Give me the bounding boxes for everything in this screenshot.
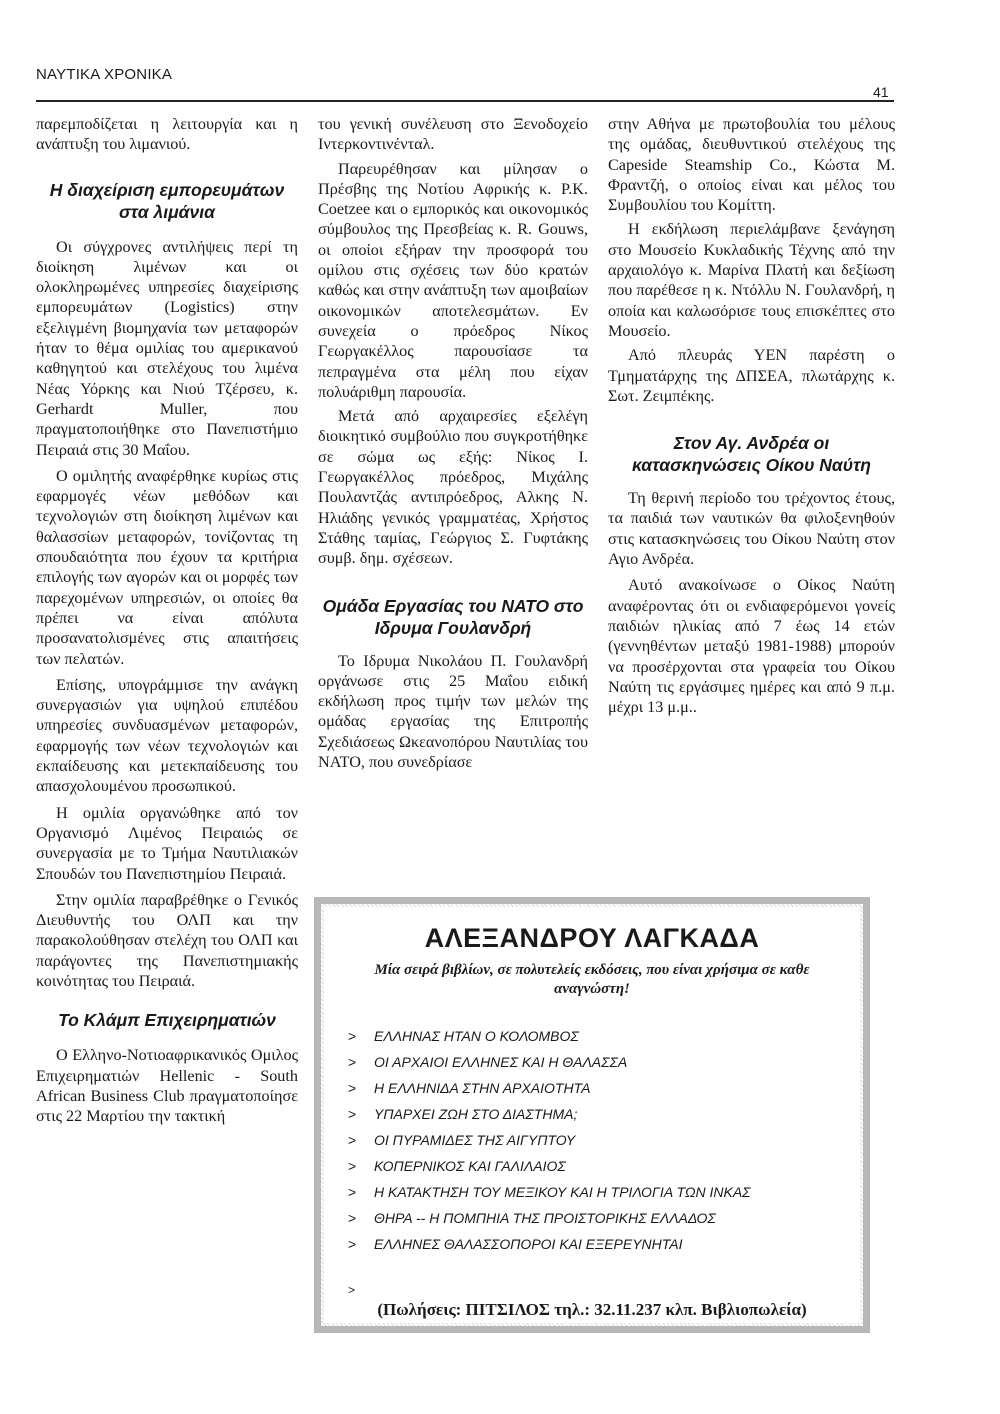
paragraph: Η εκδήλωση περιελάμβανε ξενάγηση στο Μουσείο Κυκλαδικής Τέχνης από την αρχαιολόγο κ. Μαρίνα Πλατή και δεξίωση που παρέθεσε η κ. Ντόλλυ Ν. Γουλανδρή, η οποία και καλωσόρισε τους επισκέπτες στο Μουσείο. [608, 220, 895, 340]
list-marker: > [348, 1080, 357, 1096]
column-2 [318, 114, 588, 772]
book-list-item [348, 1075, 751, 1101]
paragraph: Παρευρέθησαν και μίλησαν ο Πρέσβης της Νοτίου Αφρικής κ. P.K. Coetzee και ο εμπορικός και οικονομικός σύμβουλος της Πρεσβείας κ. R. Gouws, οι οποίοι εξήραν την προσφορά του ομίλου στις σχέσεις των δύο κρατών καθώς και στην ανάπτυξη των αμοιβαίων οικονομικών αποτελεσμάτων. Εν συνεχεία ο πρόεδρος Νίκος Γεωργακέλλος παρουσίασε τα πεπραγμένα στα μέλη που είχαν πολυάριθμη παρουσία. [318, 159, 588, 401]
book-list-item [348, 1231, 751, 1257]
paragraph: παρεμποδίζεται η λειτουργία και η ανάπτυξη του λιμανιού. [36, 115, 298, 154]
book-title: ΚΟΠΕΡΝΙΚΟΣ ΚΑΙ ΓΑΛΙΛΑΙΟΣ [374, 1158, 566, 1174]
paragraph: του γενική συνέλευση στο Ξενοδοχείο Ιντερκοντινένταλ. [318, 115, 588, 154]
paragraph: Αυτό ανακοίνωσε ο Οίκος Ναύτη αναφέροντας ότι οι ενδιαφερόμενοι γονείς παιδιών ηλικίας από 7 έως 14 ετών (γεννηθέντων μεταξύ 1981-1988) μπορούν να προσέρχονται στα γραφεία του Οίκου Ναύτη τις εργάσιμες ημέρες και από 9 π.μ. μέχρι 13 μ.μ.. [608, 576, 895, 717]
running-head: ΝΑΥΤΙΚΑ ΧΡΟΝΙΚΑ [36, 66, 173, 83]
book-title: ΟΙ ΑΡΧΑΙΟΙ ΕΛΛΗΝΕΣ ΚΑΙ Η ΘΑΛΑΣΣΑ [374, 1054, 628, 1070]
paragraph: Επίσης, υπογράμμισε την ανάγκη συνεργασιών για υψηλού επιπέδου υπηρεσίες συνδυασμένων μεταφορών, εφαρμογής των νέων τεχνολογιών και εκπαίδευσης και μετεκπαίδευσης του απασχολουμένου προσωπικού. [36, 675, 298, 796]
column-3 [608, 114, 895, 717]
book-list-item [348, 1101, 751, 1127]
section-heading-summer-camps: Στον Αγ. Ανδρέα οι κατασκηνώσεις Οίκου Ναύτη [632, 433, 871, 476]
section-heading-nato-working-group: Ομάδα Εργασίας του ΝΑΤΟ στο Ιδρυμα Γουλανδρή [322, 595, 584, 638]
paragraph: Από πλευράς ΥΕΝ παρέστη ο Τμηματάρχης της ΔΠΣΕΑ, πλωτάρχης κ. Σωτ. Ζειμπέκης. [608, 346, 895, 405]
book-title: ΕΛΛΗΝΕΣ ΘΑΛΑΣΣΟΠΟΡΟΙ ΚΑΙ ΕΞΕΡΕΥΝΗΤΑΙ [374, 1236, 683, 1252]
book-title: ΥΠΑΡΧΕΙ ΖΩΗ ΣΤΟ ΔΙΑΣΤΗΜΑ; [374, 1106, 578, 1122]
book-list-item [348, 1127, 751, 1153]
section-heading-business-club: Το Κλάμπ Επιχειρηματιών [58, 1010, 276, 1031]
header-rule [36, 100, 894, 102]
advertisement-panel [324, 907, 860, 1323]
paragraph: Μετά από αρχαιρεσίες εξελέγη διοικητικό συμβούλιο που συγκροτήθηκε σε σώμα ως εξής: Νίκος Ι. Γεωργακέλλος πρόεδρος, Μιχάλης Πουλαντζάς αντιπρόεδρος, Αλκης Ν. Ηλιάδης γενικός γραμματέας, Χρήστος Στάθης ταμίας, Γεώργιος Σ. Γυφτάκης συμβ. δημ. σχέσεων. [318, 407, 588, 568]
book-title: ΕΛΛΗΝΑΣ ΗΤΑΝ Ο ΚΟΛΟΜΒΟΣ [374, 1028, 579, 1044]
list-marker: > [348, 1106, 357, 1122]
advertisement-subtitle: Μία σειρά βιβλίων, σε πολυτελείς εκδόσεις, που είναι χρήσιμα σε καθε αναγνώστη! [374, 962, 810, 997]
list-marker: > [348, 1184, 357, 1200]
book-advertisement [314, 897, 870, 1333]
paragraph: Τη θερινή περίοδο του τρέχοντος έτους, τα παιδιά των ναυτικών θα φιλοξενηθούν στις κατασκηνώσεις του Οίκου Ναύτη στον Αγιο Ανδρέα. [608, 489, 895, 569]
book-list-item [348, 1023, 751, 1049]
list-marker: > [348, 1132, 357, 1148]
list-marker: > [348, 1054, 357, 1070]
list-marker: > [348, 1158, 357, 1174]
paragraph: στην Αθήνα με πρωτοβουλία του μέλους της ομάδας, διευθυντικού στελέχους της Capeside Steamship Co., Κώστα Μ. Φραντζή, ο οποίος είναι και μέλος του Συμβουλίου του Κομίττη. [608, 115, 895, 215]
book-list-item [348, 1179, 751, 1205]
paragraph: Στην ομιλία παραβρέθηκε ο Γενικός Διευθυντής του ΟΛΠ και την παρακολούθησαν στελέχη του ΟΛΠ και παράγοντες της Πανεπιστημιακής κοινότητας του Πειραιά. [36, 890, 298, 990]
list-marker: > [348, 1236, 357, 1252]
book-title: ΘΗΡΑ -- Η ΠΟΜΠΗΙΑ ΤΗΣ ΠΡΟΙΣΤΟΡΙΚΗΣ ΕΛΛΑΔΟΣ [374, 1210, 716, 1226]
list-marker: > [348, 1210, 357, 1226]
book-list [348, 1023, 751, 1257]
advertisement-title: ΑΛΕΞΑΝΔΡΟΥ ΛΑΓΚΑΔΑ [424, 923, 760, 953]
list-marker: > [348, 1028, 357, 1044]
book-title: ΟΙ ΠΥΡΑΜΙΔΕΣ ΤΗΣ ΑΙΓΥΠΤΟΥ [374, 1132, 576, 1148]
page-number: 41 [873, 84, 889, 100]
paragraph: Οι σύγχρονες αντιλήψεις περί τη διοίκηση λιμένων και οι ολοκληρωμένες υπηρεσίες διαχείρισης εμπορευμάτων (Logistics) στην εξελιγμένη βιομηχανία των μεταφορών ήταν το θέμα ομιλίας του αμερικανού καθηγητού και στελέχους του λιμένα Νέας Υόρκης και Νιού Τζέρσευ, κ. Gerhardt Muller, που πραγματοποιήθηκε στο Πανεπιστήμιο Πειραιά στις 30 Μαΐου. [36, 237, 298, 459]
column-1 [36, 114, 298, 1126]
paragraph: Ο Ελληνο-Νοτιοαφρικανικός Ομιλος Επιχειρηματιών Hellenic - South African Business Club πραγματοποίησε στις 22 Μαρτίου την τακτική [36, 1046, 298, 1126]
sales-contact: (Πωλήσεις: ΠΙΤΣΙΛΟΣ τηλ.: 32.11.237 κλπ. Βιβλιοπωλεία) [377, 1300, 807, 1319]
book-title: Η ΕΛΛΗΝΙΔΑ ΣΤΗΝ ΑΡΧΑΙΟΤΗΤΑ [374, 1080, 591, 1096]
book-list-item [348, 1205, 751, 1231]
paragraph: Το Ιδρυμα Νικολάου Π. Γουλανδρή οργάνωσε στις 25 Μαΐου ειδική εκδήλωση προς τιμήν των μελών της ομάδας εργασίας της Επιτροπής Σχεδιάσεως Ωκεανοπόρου Ναυτιλίας του ΝΑΤΟ, που συνεδρίασε [318, 651, 588, 772]
book-list-item [348, 1153, 751, 1179]
paragraph: Η ομιλία οργανώθηκε από τον Οργανισμό Λιμένος Πειραιώς σε συνεργασία με το Τμήμα Ναυτιλιακών Σπουδών του Πανεπιστημίου Πειραιά. [36, 803, 298, 883]
book-list-item [348, 1049, 751, 1075]
list-marker: > [348, 1283, 356, 1297]
book-title: Η ΚΑΤΑΚΤΗΣΗ ΤΟΥ ΜΕΞΙΚΟΥ ΚΑΙ Η ΤΡΙΛΟΓΙΑ ΤΩΝ ΙΝΚΑΣ [374, 1184, 751, 1200]
paragraph: Ο ομιλητής αναφέρθηκε κυρίως στις εφαρμογές νέων μεθόδων και τεχνολογιών στη διοίκηση λιμένων και θαλασσίων μεταφορών, τονίζοντας τη σπουδαιότητα που έχουν τα κριτήρια επιλογής των αγορών και οι μορφές των παρεχομένων υπηρεσιών, οι οποίες θα πρέπει να είναι απόλυτα προσανατολισμένες στις απαιτήσεις των πελατών. [36, 466, 298, 668]
section-heading-cargo-handling: Η διαχείριση εμπορευμάτων στα λιμάνια [49, 179, 285, 222]
